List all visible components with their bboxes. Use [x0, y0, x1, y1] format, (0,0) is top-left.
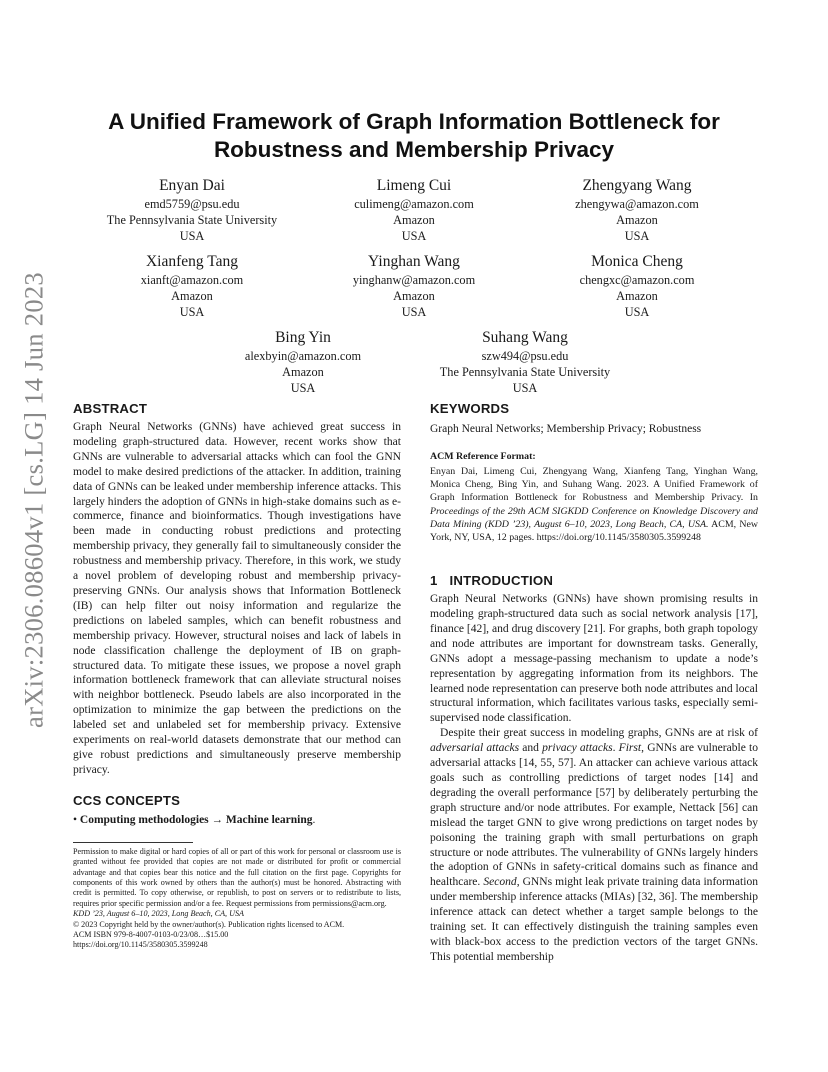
author-name: Monica Cheng: [591, 253, 683, 270]
ccs-period: .: [312, 813, 316, 826]
ccs-concept: Computing methodologies → Machine learning: [79, 813, 313, 826]
author-name: Xianfeng Tang: [145, 253, 239, 270]
intro-p2-emphasis: privacy attacks: [542, 742, 613, 755]
keywords-text: Graph Neural Networks; Membership Privacy; Robustness: [430, 423, 702, 435]
author-name: Suhang Wang: [482, 329, 568, 346]
acm-reference-text: [430, 465, 758, 544]
author-block: [527, 252, 747, 321]
abstract-heading: ABSTRACT: [73, 401, 148, 416]
intro-p2-text: , GNNs might leak private training data information under membership inference attacks (MIAs) [32, 36]. The membership inference attack can detect whether a target sample belongs to the training set. It can effectively distinguish the training samples even with black-box access to the prediction vectors of the target GNNs. This potential membership: [430, 876, 758, 963]
ccs-bullet: •: [73, 813, 78, 826]
author-affiliation: Amazon: [171, 289, 213, 304]
permission-text: Permission to make digital or hard copies of all or part of this work for personal or classroom use is granted without fee provided that copies are not made or distributed for profit or commercial advantage and that copies bear this notice and the full citation on the first page. Copyrights for components of this work owned by others than the author(s) must be honored. Abstracting with credit is permitted. To copy otherwise, or republish, to post on servers or to redistribute to lists, requires prior specific permission and/or a fee. Request permissions from permissions@acm.org.: [73, 846, 401, 908]
ccs-heading: CCS CONCEPTS: [73, 792, 181, 808]
author-email: alexbyin@amazon.com: [244, 349, 362, 363]
section-number: 1: [430, 573, 438, 589]
author-country: USA: [179, 229, 205, 244]
acm-reference-tail: ACM, New York, NY, USA, 12 pages. https://doi.org/10.1145/3580305.3599248: [430, 518, 758, 543]
doi-line: https://doi.org/10.1145/3580305.3599248: [73, 940, 208, 950]
author-country: USA: [624, 229, 650, 244]
ccs-item: [73, 813, 401, 828]
author-country: USA: [179, 305, 205, 320]
keywords-heading: KEYWORDS: [430, 401, 510, 416]
left-column: [73, 400, 401, 951]
author-block: [82, 252, 302, 321]
author-affiliation: Amazon: [393, 213, 435, 228]
intro-p2-text: and: [519, 742, 543, 755]
author-affiliation: Amazon: [282, 365, 324, 380]
paper-title: A Unified Framework of Graph Information Bottleneck for Robustness and Membership Privacy: [108, 109, 720, 162]
intro-p2-emphasis: First: [618, 742, 642, 755]
author-affiliation: Amazon: [393, 289, 435, 304]
isbn-line: ACM ISBN 979-8-4007-0103-0/23/08…$15.00: [73, 930, 229, 939]
acm-reference-proceedings: Proceedings of the 29th ACM SIGKDD Conference on Knowledge Discovery and Data Mining (KDD ’23), August 6–10, 2023, Long Beach, CA, USA.: [430, 505, 758, 530]
author-name: Limeng Cui: [376, 177, 452, 194]
author-email: szw494@psu.edu: [481, 349, 569, 363]
author-country: USA: [290, 381, 316, 396]
arxiv-identifier: arXiv:2306.08604v1 [cs.LG] 14 Jun 2023: [18, 272, 49, 728]
author-block: [304, 176, 524, 245]
author-block: [82, 176, 302, 245]
author-block: [415, 328, 635, 397]
author-email: zhengywa@amazon.com: [575, 197, 699, 211]
intro-p2-text: .: [612, 742, 619, 755]
author-name: Zhengyang Wang: [582, 177, 692, 194]
intro-p2-emphasis: Second: [483, 876, 517, 889]
author-block: [527, 176, 747, 245]
author-email: culimeng@amazon.com: [354, 197, 474, 211]
author-email: yinghanw@amazon.com: [352, 273, 476, 287]
author-name: Yinghan Wang: [368, 253, 460, 270]
author-name: Bing Yin: [275, 329, 331, 346]
author-country: USA: [512, 381, 538, 396]
venue-line: KDD ’23, August 6–10, 2023, Long Beach, CA, USA: [73, 909, 244, 919]
acm-reference-heading: ACM Reference Format:: [430, 450, 536, 462]
author-affiliation: Amazon: [616, 213, 658, 228]
introduction-body: [430, 592, 758, 965]
author-block: [304, 252, 524, 321]
right-column: [430, 400, 758, 965]
intro-p2-text: , GNNs are vulnerable to adversarial attacks [14, 55, 57]. An attacker can achieve various attack goals such as controlling predictions of target nodes [14] and degrading the overall performance [57] by deliberately perturbing the graph structure and/or node attributes. For example, Nettack [56] can mislead the target GNN to give wrong predictions on target nodes by poisoning the training graph with small perturbations on graph structure or node attributes. The vulnerability of GNNs largely hinders the adoption of GNNs in safety-critical domains such as finance and healthcare.: [430, 742, 758, 889]
acm-reference-authors: Enyan Dai, Limeng Cui, Zhengyang Wang, Xianfeng Tang, Yinghan Wang, Monica Cheng, Bing Yin, and Suhang Wang. 2023. A Unified Framework of Graph Information Bottleneck for Robustness and Membership Privacy. In: [430, 465, 758, 504]
author-country: USA: [401, 229, 427, 244]
arxiv-sidebar-stamp: [14, 272, 54, 728]
permission-notice: [73, 847, 401, 951]
author-name: Enyan Dai: [159, 177, 225, 194]
author-affiliation: The Pennsylvania State University: [106, 213, 278, 228]
intro-paragraph-2: [430, 726, 758, 965]
section-title: INTRODUCTION: [449, 573, 554, 589]
author-block: [193, 328, 413, 397]
author-affiliation: The Pennsylvania State University: [439, 365, 611, 380]
intro-p2-text: Despite their great success in modeling graphs, GNNs are at risk of: [440, 727, 758, 740]
author-country: USA: [624, 305, 650, 320]
author-affiliation: Amazon: [616, 289, 658, 304]
author-email: xianft@amazon.com: [140, 273, 244, 287]
ccs-concepts-section: [73, 792, 401, 828]
introduction-heading: [430, 572, 758, 589]
author-country: USA: [401, 305, 427, 320]
intro-p2-emphasis: adversarial attacks: [430, 742, 520, 755]
author-email: chengxc@amazon.com: [579, 273, 695, 287]
abstract-text: Graph Neural Networks (GNNs) have achieved great success in modeling graph-structured data. However, recent works show that GNNs are vulnerable to adversarial attacks which can fool the GNN model to make desired predictions of the attacker. In addition, training data of GNNs can be leaked under membership inference attacks. This largely hinders the adoption of GNNs in high-stake domains such as e-commerce, finance and bioinformatics. Though investigations have been made in conducting robust predictions and protecting membership privacy, they generally fail to simultaneously consider the robustness and membership privacy. Therefore, in this work, we study a novel problem of developing robust and membership privacy-preserving GNNs. Our analysis shows that Information Bottleneck (IB) can help filter out noisy information and regularize the predictions on labeled samples, which can benefit robustness and membership privacy. However, structural noises and lack of labels in node classification challenge the deployment of IB on graph-structured data. To mitigate these issues, we propose a novel graph information bottleneck framework that can alleviate structural noises with neighbor bottleneck. Pseudo labels are also incorporated in the optimization to minimize the gap between the predictions on the labeled set and unlabeled set for membership privacy. Extensive experiments on real-world datasets demonstrate that our method can give robust predictions and simultaneously preserve membership privacy.: [73, 421, 401, 776]
intro-paragraph-1: Graph Neural Networks (GNNs) have shown promising results in modeling graph-structured data such as social network analysis [17], finance [42], and drug discovery [21]. For graphs, both graph topology and node attributes are important for downstream tasks. Generally, GNNs adopt a message-passing mechanism to update a node’s representation by aggregating information from its neighbors. The learned node representation can preserve both node attributes and local structural information, which facilitates various tasks, especially semi-supervised node classification.: [430, 593, 758, 725]
footnote-divider: [73, 842, 193, 843]
author-email: emd5759@psu.edu: [144, 197, 240, 211]
copyright-line: © 2023 Copyright held by the owner/author(s). Publication rights licensed to ACM.: [73, 919, 345, 929]
